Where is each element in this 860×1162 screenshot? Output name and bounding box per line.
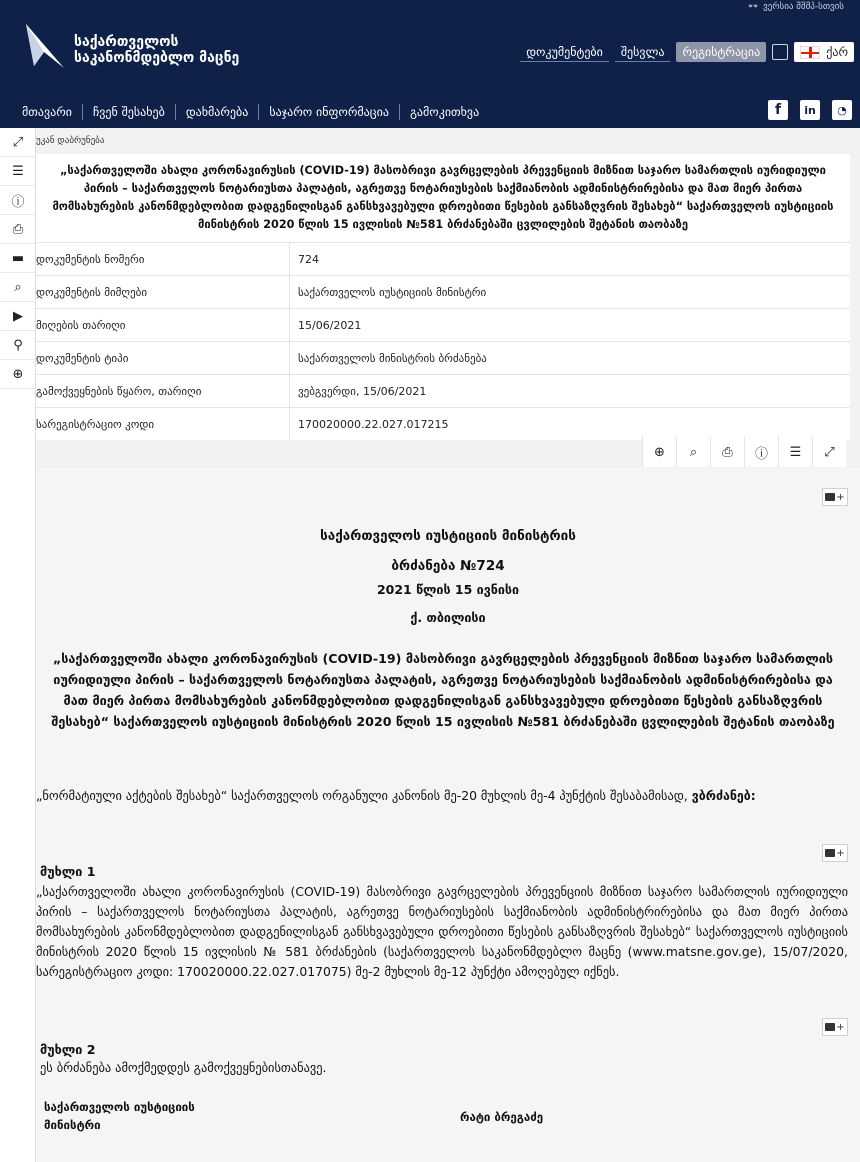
download-icon[interactable]: ⊕: [0, 360, 36, 389]
document-info-table: [36, 242, 850, 440]
info-icon[interactable]: ⓘ: [744, 437, 778, 467]
header-checkbox[interactable]: [772, 44, 788, 60]
article-1-text: „საქართველოში ახალი კორონავირუსის (COVID-19) მასობრივი გავრცელების პრევენციის მიზნით საჯარო სამართლის იურიდიული პირის – საქართველოს ნოტარიუსთა პალატის, აგრეთვე ნოტარიუსების საქმიანობის ადმინისტრირებისა და მათ მიერ პირთა მომსახურების კანონმდებლობით დადგენილისგან განსხვავებული დროებითი წესების განსაზღვრის შესახებ“ საქართველოს იუსტიციის მინისტრის 2020 წლის 15 ივლისის № 581 ბრძანების (საქართველოს საკანონმდებლო მაცნე (www.matsne.gov.ge), 15/07/2020, სარეგისტრაციო კოდი: 170020000.22.027.017075) მე-2 მუხლის მე-12 პუნქტი ამოღებულ იქნეს.: [36, 884, 848, 979]
signature-position: საქართველოს იუსტიციის მინისტრი: [44, 1100, 195, 1132]
site-header: [0, 0, 860, 128]
search-icon[interactable]: ⌕: [676, 437, 710, 467]
info-value: საქართველოს იუსტიციის მინისტრი: [298, 285, 487, 299]
comment-icon: [825, 849, 835, 857]
table-row: [36, 308, 850, 341]
text-lines-icon[interactable]: ☰: [0, 157, 36, 186]
doc-date: 2021 წლის 15 ივნისი: [376, 582, 520, 597]
doc-org: საქართველოს იუსტიციის მინისტრის: [320, 528, 576, 544]
info-icon[interactable]: ⓘ: [0, 186, 36, 215]
article-2-text: ეს ბრძანება ამოქმედდეს გამოქვეყნებისთანავე.: [40, 1060, 327, 1075]
table-row: [36, 407, 850, 440]
info-value: 170020000.22.027.017215: [298, 417, 449, 431]
info-label: მიღების თარიღი: [36, 309, 290, 341]
header-actions: [520, 42, 854, 62]
article-2-title: მუხლი 2: [40, 1042, 96, 1057]
download-icon[interactable]: ⊕: [642, 437, 676, 467]
info-value: ვებგვერდი, 15/06/2021: [298, 384, 427, 398]
info-label: დოკუმენტის ნომერი: [36, 243, 290, 275]
nav-help[interactable]: დახმარება: [185, 105, 249, 119]
info-value: 724: [298, 252, 319, 266]
nav-about[interactable]: ჩვენ შესახებ: [92, 105, 165, 119]
link-icon[interactable]: ⚲: [0, 331, 36, 360]
nav-home[interactable]: მთავარი: [22, 105, 72, 119]
comment-icon[interactable]: ▬: [0, 244, 36, 273]
print-icon[interactable]: ⎙: [710, 437, 744, 467]
info-toolbar: [642, 437, 846, 467]
accessible-version-link[interactable]: 👓 ვერსია შშმპ-სთვის: [747, 2, 844, 12]
doc-heading: „საქართველოში ახალი კორონავირუსის (COVID-19) მასობრივი გავრცელების პრევენციის მიზნით საჯარო სამართლის იურიდიული პირის – საქართველოს ნოტარიუსთა პალატის, აგრეთვე ნოტარიუსების საქმიანობის ადმინისტრირებისა და მათ მიერ პირთა მომსახურების კანონმდებლობით დადგენილისგან განსხვავებული დროებითი წესების განსაზღვრის შესახებ“ საქართველოს იუსტიციის მინისტრის 2020 წლის 15 ივლისის №581 ბრძანებაში ცვლილების შეტანის თაობაზე: [51, 651, 835, 729]
glasses-icon: 👓: [747, 2, 760, 12]
print-icon[interactable]: ⎙: [0, 215, 36, 244]
expand-icon[interactable]: ⤢: [0, 128, 36, 157]
add-comment-button[interactable]: +: [822, 488, 848, 506]
play-icon[interactable]: ▶: [0, 302, 36, 331]
doc-order-number: ბრძანება №724: [391, 558, 505, 574]
comment-icon: [825, 1023, 835, 1031]
nav-public-info[interactable]: საჯარო ინფორმაცია: [269, 105, 389, 119]
search-icon[interactable]: ⌕: [0, 273, 36, 302]
table-row: [36, 275, 850, 308]
add-comment-button[interactable]: +: [822, 1018, 848, 1036]
document-title: „საქართველოში ახალი კორონავირუსის (COVID-19) მასობრივი გავრცელების პრევენციის მიზნით საჯარო სამართლის იურიდიული პირის – საქართველოს ნოტარიუსთა პალატის, აგრეთვე ნოტარიუსების საქმიანობის ადმინისტრირებისა და მათ მიერ პირთა მომსახურების კანონმდებლობით დადგენილისგან განსხვავებული დროებითი წესების განსაზღვრის შესახებ“ საქართველოს იუსტიციის მინისტრის 2020 წლის 15 ივლისის №581 ბრძანებაში ცვლილების შეტანის თაობაზე: [36, 154, 850, 242]
brand-title[interactable]: საქართველოს საკანონმდებლო მაცნე: [74, 34, 240, 66]
comment-icon: [825, 493, 835, 501]
doc-city: ქ. თბილისი: [410, 610, 486, 625]
table-row: [36, 242, 850, 275]
document-body: [36, 468, 860, 1162]
rss-icon[interactable]: ◔: [832, 100, 852, 120]
doc-preamble: „ნორმატიული აქტების შესახებ“ საქართველოს ორგანული კანონის მე-20 მუხლის მე-4 პუნქტის შესაბამისად, ვბრძანებ:: [36, 788, 756, 803]
info-value: საქართველოს მინისტრის ბრძანება: [298, 351, 487, 365]
article-1-title: მუხლი 1: [40, 864, 96, 879]
logo-icon[interactable]: [22, 22, 66, 72]
info-label: გამოქვეყნების წყარო, თარიღი: [36, 375, 290, 407]
back-link[interactable]: უკან დაბრუნება: [36, 136, 105, 146]
linkedin-icon[interactable]: in: [800, 100, 820, 120]
expand-icon[interactable]: ⤢: [812, 437, 846, 467]
login-button[interactable]: შესვლა: [615, 43, 671, 62]
facebook-icon[interactable]: f: [768, 100, 788, 120]
main-nav: [22, 104, 479, 120]
language-selector[interactable]: ქარ: [794, 42, 854, 62]
georgia-flag-icon: [800, 46, 820, 59]
nav-survey[interactable]: გამოკითხვა: [409, 105, 480, 119]
info-value: 15/06/2021: [298, 318, 362, 332]
documents-button[interactable]: დოკუმენტები: [520, 43, 609, 62]
info-label: დოკუმენტის ტიპი: [36, 342, 290, 374]
add-comment-button[interactable]: +: [822, 844, 848, 862]
signature-name: რატი ბრეგაძე: [460, 1110, 544, 1124]
table-row: [36, 374, 850, 407]
info-label: დოკუმენტის მიმღები: [36, 276, 290, 308]
text-lines-icon[interactable]: ☰: [778, 437, 812, 467]
info-label: სარეგისტრაციო კოდი: [36, 408, 290, 440]
social-links: [768, 100, 852, 120]
register-button[interactable]: რეგისტრაცია: [676, 42, 766, 62]
document-tools-sidebar: [0, 128, 36, 1162]
table-row: [36, 341, 850, 374]
